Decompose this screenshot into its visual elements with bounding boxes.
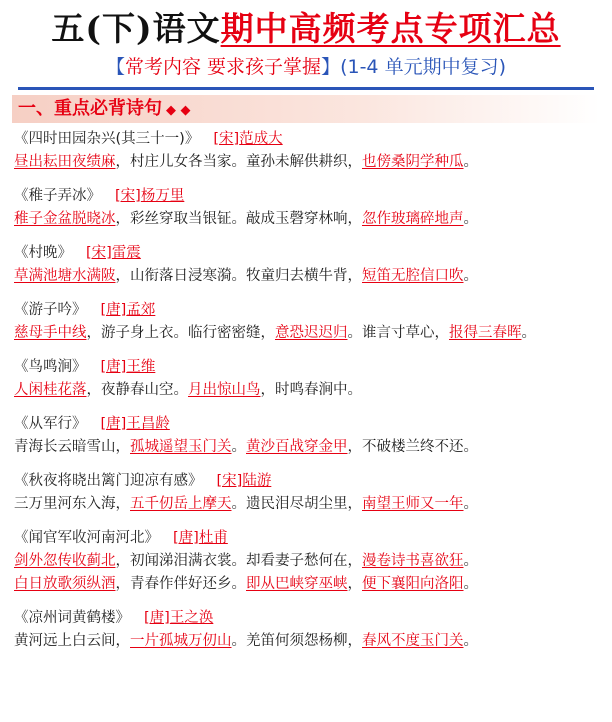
- poem-author: 范成大: [239, 131, 283, 147]
- verse-text: 黄河远上白云间，: [14, 633, 130, 649]
- poem-header: [14, 607, 604, 630]
- poem-author: 孟郊: [126, 302, 156, 318]
- poem-header: [14, 185, 604, 208]
- poem-author: 王维: [126, 359, 156, 375]
- poem-author: 王之涣: [169, 610, 214, 626]
- verse-text: 。遗民泪尽胡尘里，: [231, 496, 362, 512]
- key-verse: 春风不度玉门关: [362, 633, 464, 649]
- key-verse: 一片孤城万仞山: [130, 633, 232, 649]
- page-subtitle: [0, 54, 612, 80]
- poem-author: 王昌龄: [126, 416, 170, 432]
- poem-dynasty: [唐]: [173, 530, 199, 546]
- verse-text: 。: [463, 633, 478, 649]
- verse-text: 。谁言寸草心，: [347, 325, 449, 341]
- poem-dynasty: [宋]: [213, 131, 240, 147]
- poem-dynasty: [宋]: [86, 245, 112, 261]
- poem-block: [14, 527, 604, 596]
- poem-block: [14, 185, 604, 231]
- key-verse: 黄沙百战穿金甲: [246, 439, 348, 455]
- poem-title: 《稚子弄冰》: [14, 188, 101, 204]
- verse-text: ，夜静春山空。: [86, 382, 188, 398]
- verse-text: ，青春作伴好还乡。: [115, 576, 246, 592]
- verse-text: 青海长云暗雪山，: [14, 439, 130, 455]
- section-header: [12, 95, 600, 123]
- key-verse: 也傍桑阴学种瓜: [362, 154, 464, 170]
- key-verse: 剑外忽传收蓟北: [14, 553, 116, 569]
- verse-text: ，不破楼兰终不还。: [347, 439, 478, 455]
- verse-text: 。羌笛何须怨杨柳，: [231, 633, 362, 649]
- key-verse: 即从巴峡穿巫峡: [246, 576, 348, 592]
- poem-line: [14, 208, 604, 231]
- poem-header: [14, 356, 604, 379]
- poem-list: [14, 128, 604, 664]
- subtitle-scope: (1-4 单元期中复习): [340, 56, 506, 78]
- verse-text: 。: [463, 496, 478, 512]
- poem-author: 杜甫: [198, 530, 228, 546]
- poem-dynasty: [唐]: [100, 302, 127, 318]
- poem-block: [14, 607, 604, 653]
- key-verse: 慈母手中线: [14, 325, 87, 341]
- header-divider: [18, 87, 594, 90]
- poem-block: [14, 356, 604, 402]
- key-verse: 意恐迟迟归: [275, 325, 348, 341]
- verse-text: ，山衔落日浸寒漪。牧童归去横牛背，: [115, 268, 362, 284]
- poem-line: [14, 550, 604, 573]
- verse-text: ，村庄儿女各当家。童孙未解供耕织，: [115, 154, 362, 170]
- poem-header: [14, 128, 604, 151]
- page-title: [0, 4, 612, 54]
- poem-author: 杨万里: [140, 188, 185, 204]
- key-verse: 白日放歌须纵酒: [14, 576, 116, 592]
- key-verse: 孤城遥望玉门关: [130, 439, 232, 455]
- subtitle-bracket-close: 】: [321, 56, 341, 78]
- verse-text: ，: [347, 576, 362, 592]
- key-verse: 短笛无腔信口吹: [362, 268, 464, 284]
- title-topic: 期中高频考点专项汇总: [220, 9, 561, 48]
- verse-text: ，彩丝穿取当银钲。敲成玉磬穿林响，: [115, 211, 362, 227]
- poem-title: 《游子吟》: [14, 302, 87, 318]
- verse-text: 。: [463, 154, 478, 170]
- poem-title: 《四时田园杂兴(其三十一)》: [14, 131, 200, 147]
- title-grade: 五(下)语文: [51, 9, 221, 48]
- poem-header: [14, 527, 604, 550]
- verse-text: 。: [463, 211, 478, 227]
- poem-author: 雷震: [111, 245, 141, 261]
- poem-dynasty: [宋]: [115, 188, 141, 204]
- poem-block: [14, 128, 604, 174]
- verse-text: 。: [463, 268, 478, 284]
- key-verse: 南望王师又一年: [362, 496, 464, 512]
- poem-dynasty: [宋]: [216, 473, 243, 489]
- poem-header: [14, 470, 604, 493]
- poem-line: [14, 151, 604, 174]
- poem-header: [14, 413, 604, 436]
- poem-header: [14, 299, 604, 322]
- verse-text: 三万里河东入海，: [14, 496, 130, 512]
- poem-title: 《凉州词黄鹤楼》: [14, 610, 130, 626]
- poem-line: [14, 322, 604, 345]
- verse-text: ，游子身上衣。临行密密缝，: [86, 325, 275, 341]
- key-verse: 稚子金盆脱晓冰: [14, 211, 116, 227]
- poem-block: [14, 470, 604, 516]
- key-verse: 草满池塘水满陂: [14, 268, 116, 284]
- section-title-text: 一、重点必背诗句: [18, 98, 162, 119]
- verse-text: 。: [463, 553, 478, 569]
- poem-block: [14, 242, 604, 288]
- key-verse: 便下襄阳向洛阳: [362, 576, 464, 592]
- poem-title: 《秋夜将晓出篱门迎凉有感》: [14, 473, 203, 489]
- poem-dynasty: [唐]: [100, 416, 127, 432]
- subtitle-bracket-open: 【: [106, 56, 126, 78]
- diamond-icon: ◆ ◆: [166, 103, 191, 118]
- poem-title: 《村晚》: [14, 245, 72, 261]
- poem-line: [14, 436, 604, 459]
- verse-text: 。: [463, 576, 478, 592]
- key-verse: 忽作玻璃碎地声: [362, 211, 464, 227]
- poem-dynasty: [唐]: [144, 610, 170, 626]
- poem-title: 《鸟鸣涧》: [14, 359, 87, 375]
- poem-dynasty: [唐]: [100, 359, 127, 375]
- section-title: [18, 95, 191, 125]
- poem-line: [14, 265, 604, 288]
- verse-text: 。: [521, 325, 536, 341]
- verse-text: ，初闻涕泪满衣裳。却看妻子愁何在，: [115, 553, 362, 569]
- key-verse: 五千仞岳上摩天: [130, 496, 232, 512]
- poem-line: [14, 379, 604, 402]
- poem-block: [14, 413, 604, 459]
- poem-line: [14, 493, 604, 516]
- poem-block: [14, 299, 604, 345]
- poem-header: [14, 242, 604, 265]
- key-verse: 月出惊山鸟: [188, 382, 261, 398]
- verse-text: 。: [231, 439, 246, 455]
- poem-line: [14, 573, 604, 596]
- poem-author: 陆游: [242, 473, 272, 489]
- key-verse: 人闲桂花落: [14, 382, 87, 398]
- key-verse: 昼出耘田夜绩麻: [14, 154, 116, 170]
- poem-title: 《从军行》: [14, 416, 87, 432]
- verse-text: ，时鸣春涧中。: [260, 382, 362, 398]
- poem-title: 《闻官军收河南河北》: [14, 530, 159, 546]
- key-verse: 报得三春晖: [449, 325, 522, 341]
- poem-line: [14, 630, 604, 653]
- key-verse: 漫卷诗书喜欲狂: [362, 553, 464, 569]
- subtitle-emphasis: 常考内容 要求孩子掌握: [125, 56, 322, 78]
